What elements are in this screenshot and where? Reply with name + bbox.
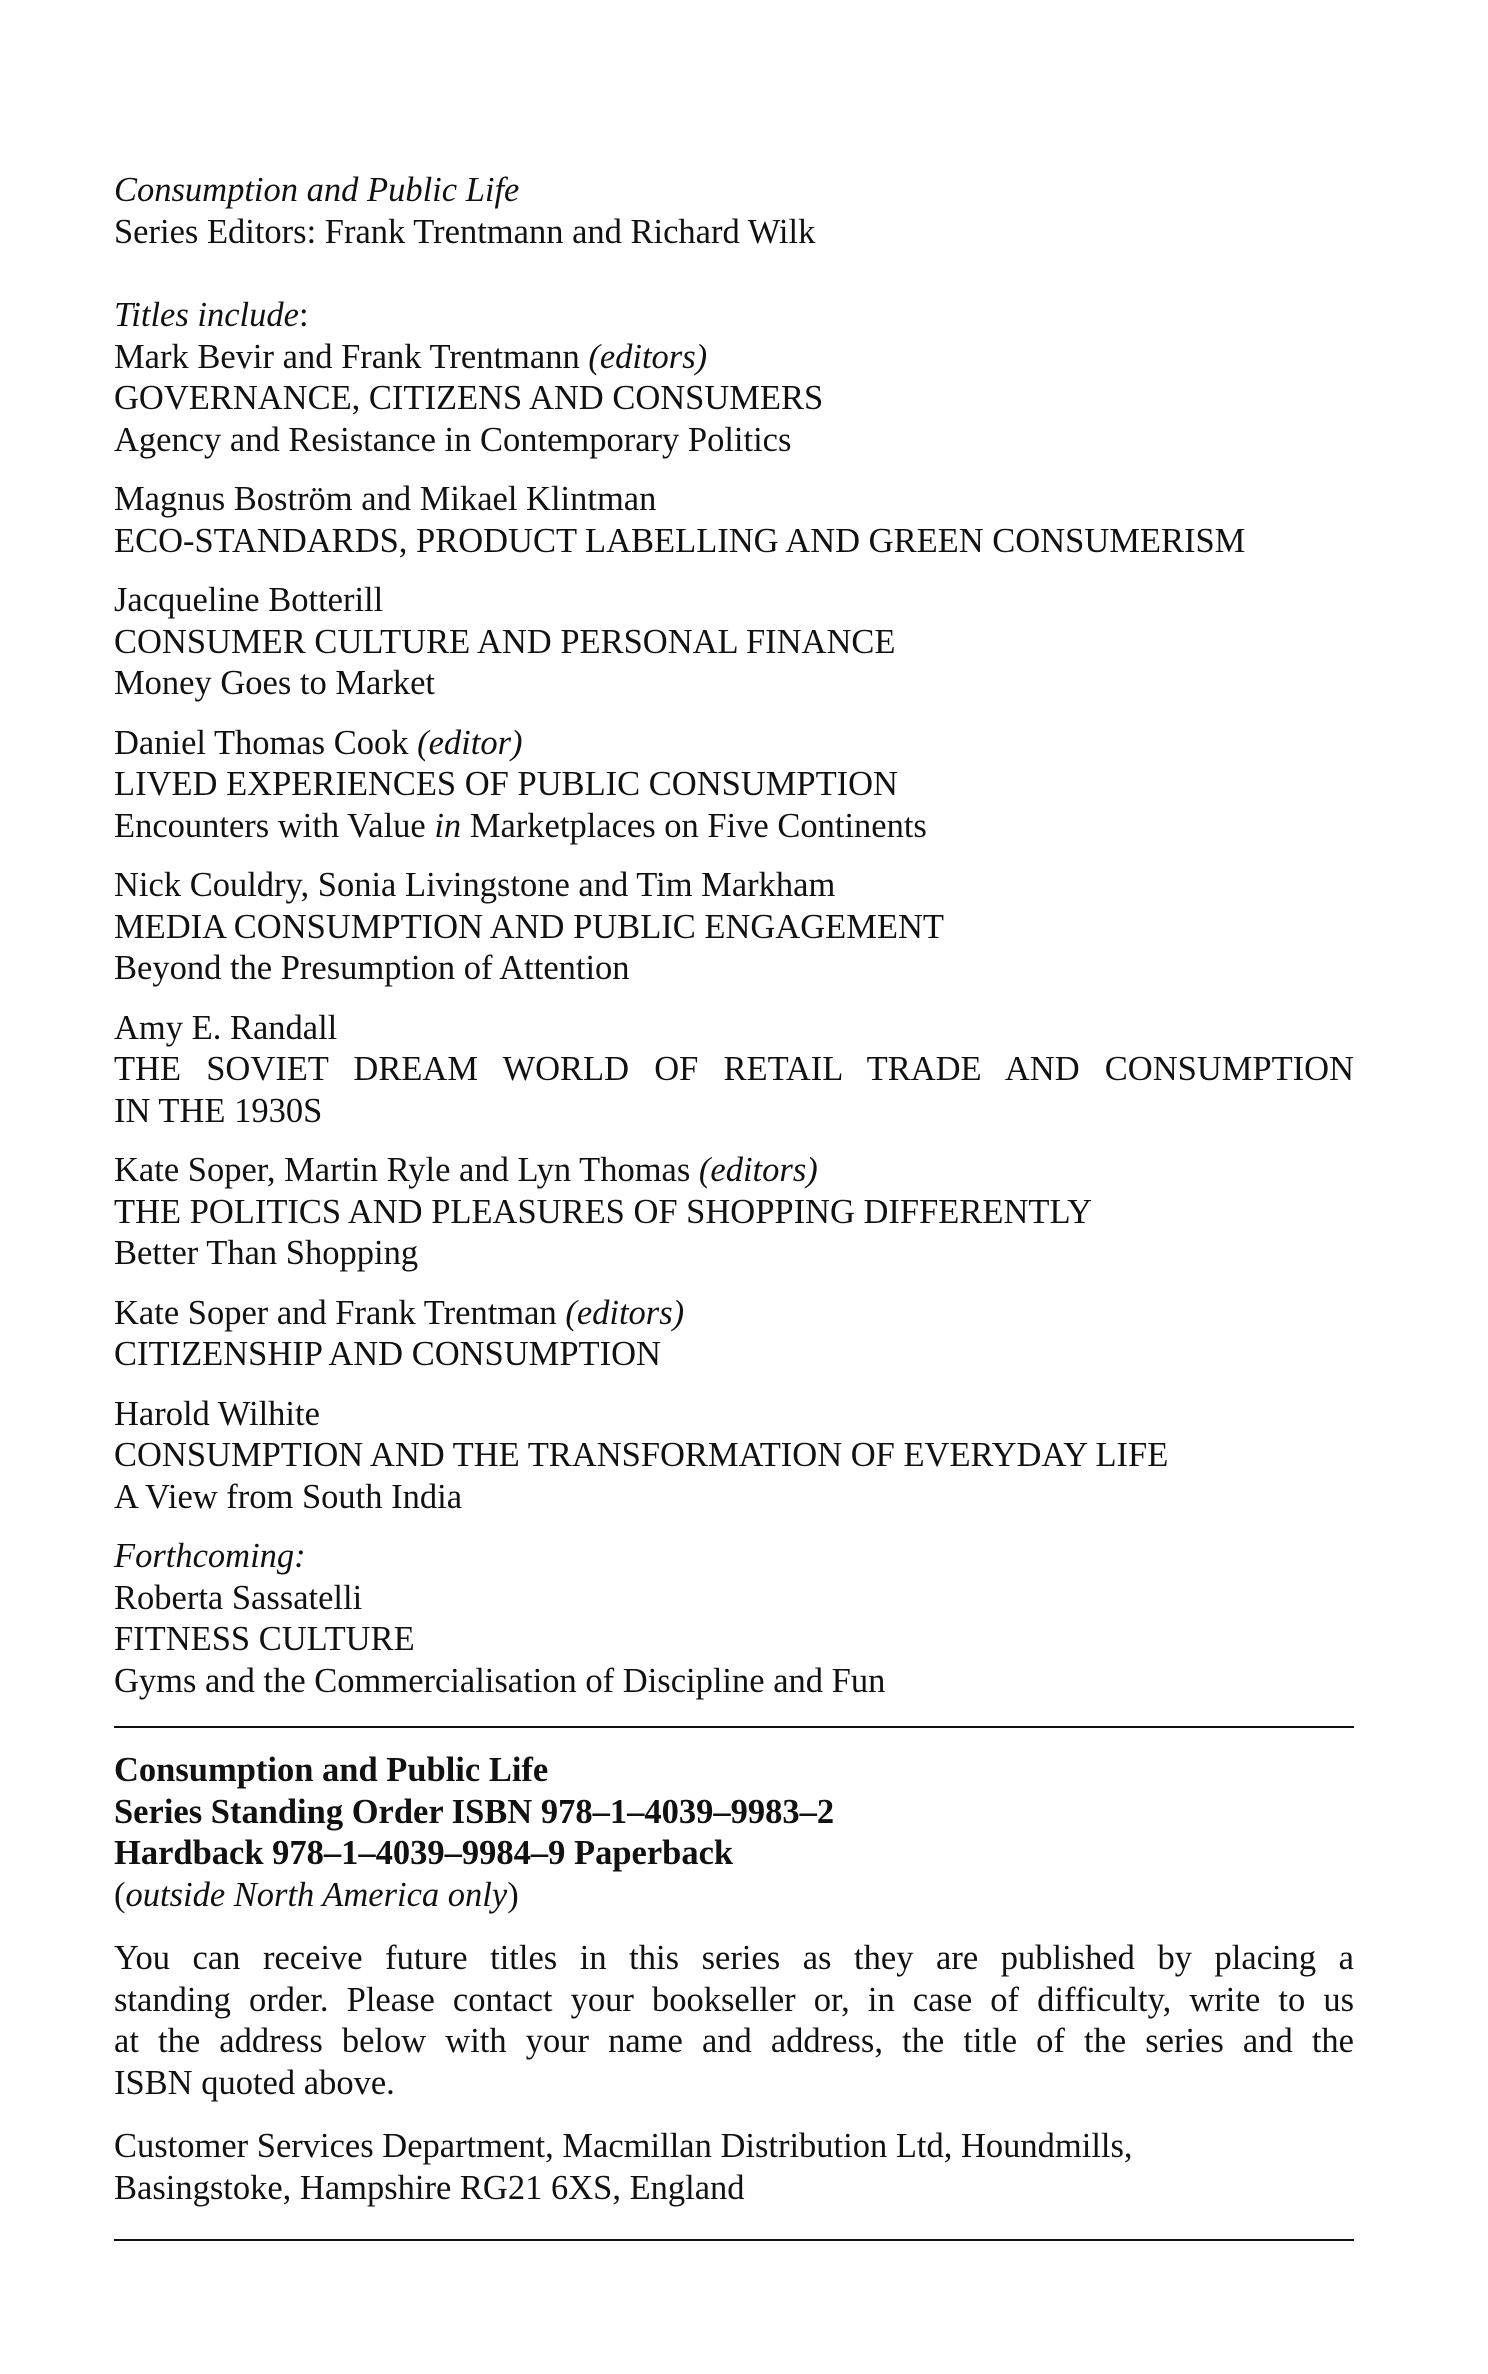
book-authors: Roberta Sassatelli — [114, 1578, 363, 1617]
book-subtitle: Gyms and the Commercialisation of Discipline and Fun — [114, 1661, 886, 1700]
series-page — [114, 170, 1354, 2241]
book-authors: Magnus Boström and Mikael Klintman — [114, 480, 657, 518]
book-authors: Amy E. Randall — [114, 1008, 338, 1047]
address-line: Customer Services Department, Macmillan Distribution Ltd, Houndmills, — [114, 2127, 1133, 2165]
book-role: (editors) — [698, 1151, 818, 1189]
book-title: LIVED EXPERIENCES OF PUBLIC CONSUMPTION — [114, 765, 898, 803]
book-authors: Kate Soper and Frank Trentman — [114, 1293, 557, 1332]
book-entry — [114, 723, 1354, 848]
paragraph-line: standing order. Please contact your bookseller or, in case of difficulty, write to us — [114, 1980, 1354, 2019]
book-role: (editors) — [588, 337, 708, 376]
divider-top — [114, 1726, 1354, 1728]
address-line: Basingstoke, Hampshire RG21 6XS, England — [114, 2168, 745, 2207]
divider-bottom — [114, 2239, 1354, 2241]
book-title: THE POLITICS AND PLEASURES OF SHOPPING DIFFERENTLY — [114, 1192, 1092, 1231]
book-subtitle: Better Than Shopping — [114, 1234, 419, 1272]
paragraph-line: You can receive future titles in this series as they are published by placing a — [114, 1939, 1354, 1977]
book-title: CONSUMPTION AND THE TRANSFORMATION OF EVERYDAY LIFE — [114, 1436, 1169, 1474]
standing-order-paragraph — [114, 1938, 1354, 2104]
book-authors: Nick Couldry, Sonia Livingstone and Tim Markham — [114, 866, 836, 904]
book-entry — [114, 337, 1354, 462]
paragraph-line: ISBN quoted above. — [114, 2063, 395, 2102]
standing-order-isbn: Series Standing Order ISBN 978–1–4039–9983–2 — [114, 1792, 835, 1831]
standing-order-region — [114, 1875, 1354, 1917]
book-authors-line — [114, 1293, 1354, 1335]
titles-include-colon: : — [298, 296, 309, 334]
book-subtitle-italic: in — [434, 806, 462, 845]
book-entry — [114, 1293, 1354, 1376]
book-subtitle-post: Marketplaces on Five Continents — [469, 806, 927, 845]
book-authors: Daniel Thomas Cook — [114, 723, 409, 762]
book-title: ECO-STANDARDS, PRODUCT LABELLING AND GREEN CONSUMERISM — [114, 521, 1246, 560]
book-subtitle: A View from South India — [114, 1477, 463, 1516]
book-title: GOVERNANCE, CITIZENS AND CONSUMERS — [114, 379, 824, 417]
series-title: Consumption and Public Life — [114, 171, 520, 209]
book-title: MEDIA CONSUMPTION AND PUBLIC ENGAGEMENT — [114, 907, 944, 946]
series-editors: Series Editors: Frank Trentmann and Richard Wilk — [114, 212, 816, 251]
paren-close: ) — [507, 1875, 519, 1914]
titles-include-heading — [114, 295, 1354, 337]
book-authors-line — [114, 723, 1354, 765]
book-authors: Mark Bevir and Frank Trentmann — [114, 337, 580, 376]
book-entry — [114, 479, 1354, 562]
book-subtitle-pre: Encounters with Value — [114, 806, 426, 845]
book-authors: Kate Soper, Martin Ryle and Lyn Thomas — [114, 1151, 691, 1189]
standing-order-block — [114, 1750, 1354, 1916]
book-entry — [114, 865, 1354, 990]
book-title-line1: THE SOVIET DREAM WORLD OF RETAIL TRADE AND CONSUMPTION — [114, 1050, 1354, 1088]
book-subtitle: Money Goes to Market — [114, 664, 435, 702]
standing-order-formats: Hardback 978–1–4039–9984–9 Paperback — [114, 1834, 734, 1872]
address-block — [114, 2126, 1354, 2209]
book-role: (editors) — [565, 1293, 685, 1332]
book-title: CITIZENSHIP AND CONSUMPTION — [114, 1335, 661, 1373]
standing-order-series-title: Consumption and Public Life — [114, 1751, 549, 1789]
book-title: FITNESS CULTURE — [114, 1620, 415, 1658]
book-entry — [114, 1008, 1354, 1133]
book-entry — [114, 1150, 1354, 1275]
forthcoming-label: Forthcoming: — [114, 1537, 306, 1575]
titles-include-label: Titles include — [114, 296, 299, 334]
book-subtitle: Agency and Resistance in Contemporary Politics — [114, 420, 792, 459]
book-authors: Harold Wilhite — [114, 1394, 320, 1433]
book-entry — [114, 1394, 1354, 1519]
book-title-line2: IN THE 1930S — [114, 1091, 323, 1130]
book-authors: Jacqueline Botterill — [114, 581, 384, 619]
forthcoming-entry — [114, 1536, 1354, 1702]
standing-order-region-text: outside North America only — [125, 1875, 508, 1914]
paragraph-line: at the address below with your name and address, the title of the series and the — [114, 2022, 1354, 2060]
book-subtitle — [114, 806, 1354, 848]
book-title: CONSUMER CULTURE AND PERSONAL FINANCE — [114, 622, 896, 661]
book-role: (editor) — [417, 723, 523, 762]
book-entry — [114, 580, 1354, 705]
book-authors-line — [114, 337, 1354, 379]
book-authors-line — [114, 1150, 1354, 1192]
paren-open: ( — [114, 1875, 126, 1914]
book-subtitle: Beyond the Presumption of Attention — [114, 949, 630, 987]
